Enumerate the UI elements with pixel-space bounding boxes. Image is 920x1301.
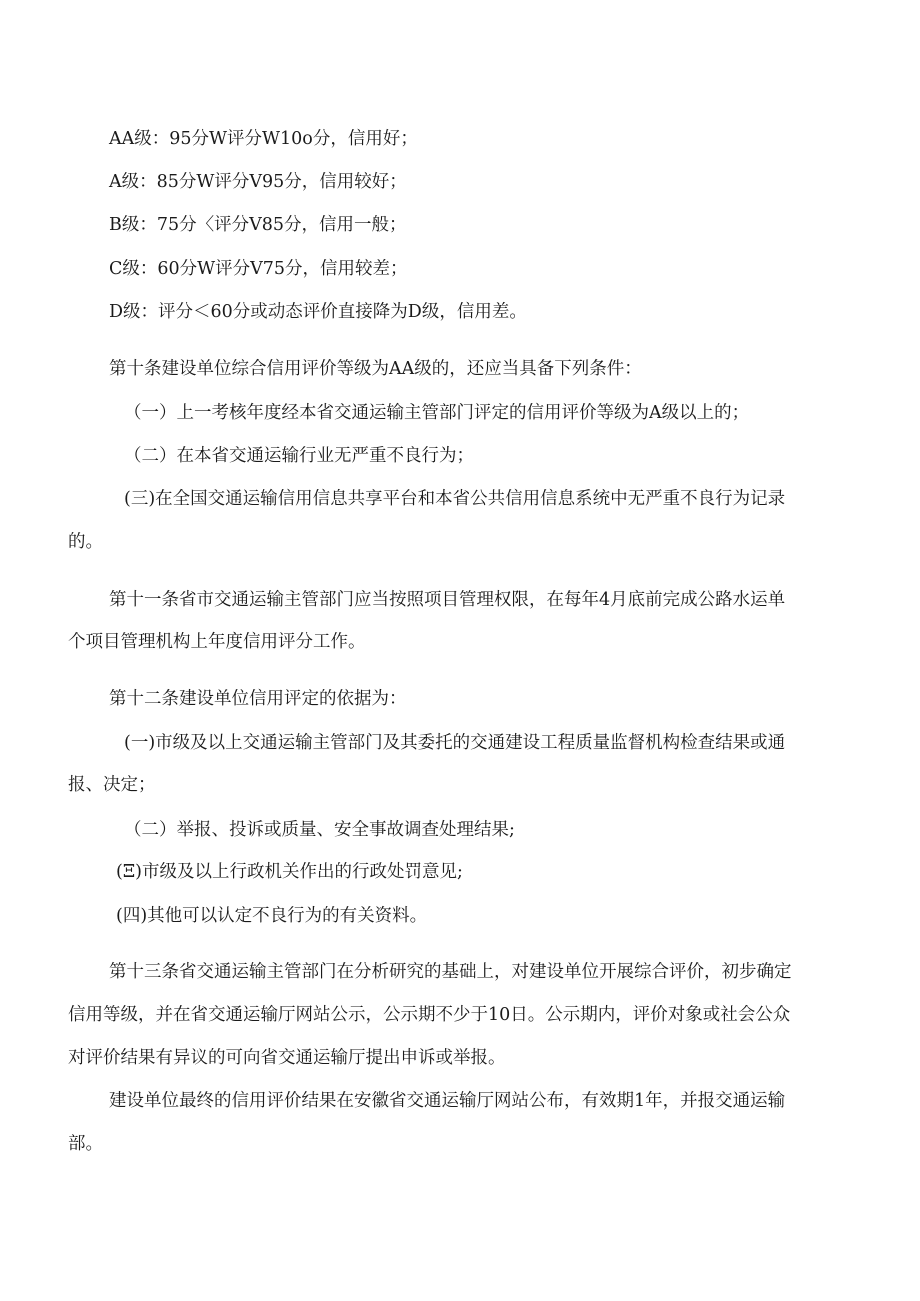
article-13-line-2: 信用等级，并在省交通运输厅网站公示，公示期不少于10日。公示期内，评价对象或社会公众 [68,1005,791,1025]
article-11-line-1: 第十一条省市交通运输主管部门应当按照项目管理权限，在每年4月底前完成公路水运单 [109,590,786,610]
final-result-line-2: 部。 [68,1134,103,1154]
final-result-line-1: 建设单位最终的信用评价结果在安徽省交通运输厅网站公布，有效期1年，并报交通运输 [109,1091,786,1111]
article-12-heading: 第十二条建设单位信用评定的依据为： [109,689,407,709]
article-10-item-3: (三)在全国交通运输信用信息共享平台和本省公共信用信息系统中无严重不良行为记录 [124,489,786,509]
article-13-line-3: 对评价结果有异议的可向省交通运输厅提出申诉或举报。 [68,1048,506,1068]
article-12-item-4: (四)其他可以认定不良行为的有关资料。 [116,906,428,926]
article-10-item-2: （二）在本省交通运输行业无严重不良行为； [124,446,474,466]
article-12-item-3: (Ξ)市级及以上行政机关作出的行政处罚意见; [116,862,463,882]
article-11-line-2: 个项目管理机构上年度信用评分工作。 [68,632,366,652]
article-10-heading: 第十条建设单位综合信用评价等级为AA级的，还应当具备下列条件： [109,359,642,379]
grade-aa-line: AA级：95分W评分W10o分，信用好； [109,129,418,149]
grade-b-line: B级：75分〈评分V85分，信用一般； [109,215,407,235]
grade-c-line: C级：60分W评分V75分，信用较差； [109,259,408,279]
article-12-item-2: （二）举报、投诉或质量、安全事故调查处理结果; [124,820,515,840]
article-12-item-1: (一)市级及以上交通运输主管部门及其委托的交通建设工程质量监督机构检查结果或通 [124,733,786,753]
article-12-item-1-cont: 报、决定； [68,775,156,795]
grade-a-line: A级：85分W评分V95分，信用较好； [109,172,407,192]
grade-d-line: D级：评分＜60分或动态评价直接降为D级，信用差。 [109,302,527,322]
article-13-line-1: 第十三条省交通运输主管部门在分析研究的基础上，对建设单位开展综合评价，初步确定 [109,962,792,982]
article-10-item-1: （一）上一考核年度经本省交通运输主管部门评定的信用评价等级为A级以上的； [124,403,750,423]
article-10-item-3-cont: 的。 [68,532,103,552]
